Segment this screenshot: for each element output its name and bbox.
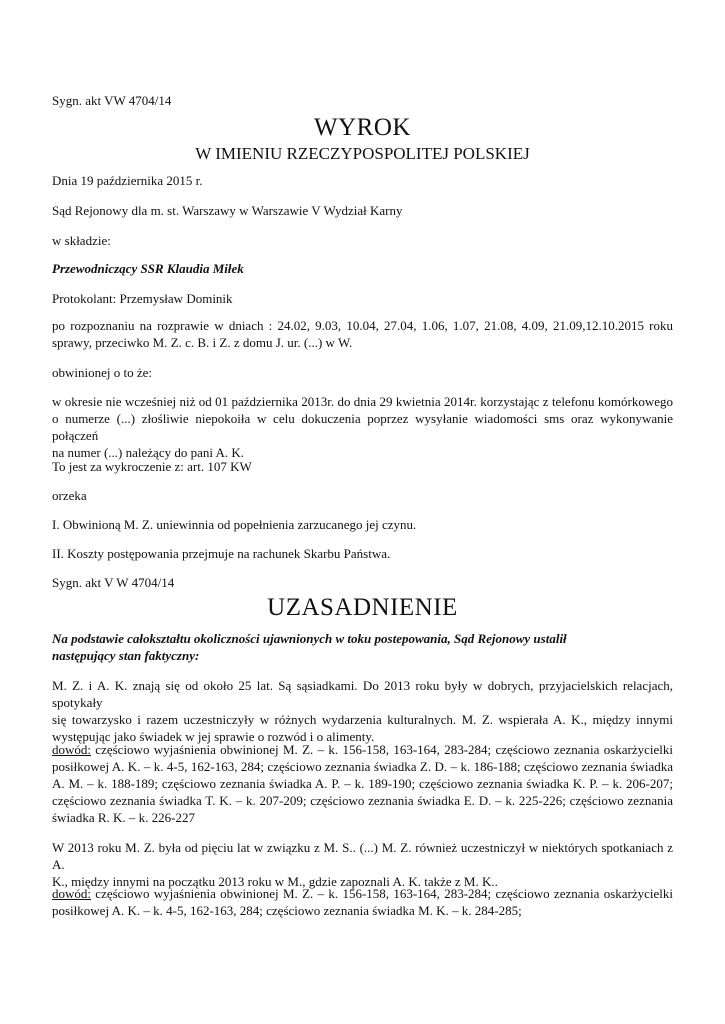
charge-line: na numer (...) należący do pani A. K. xyxy=(52,445,245,460)
verdict-date: Dnia 19 października 2015 r. xyxy=(52,173,203,188)
evidence-text: częściowo wyjaśnienia obwinionej M. Z. – k. 156-158, 163-164, 283-284; częściowo zeznania oskarżycielki xyxy=(91,742,673,757)
charge-paragraph xyxy=(52,393,673,461)
evidence-label: dowód: xyxy=(52,886,91,901)
facts-paragraph-2 xyxy=(52,839,673,890)
justification-title: UZASADNIENIE xyxy=(267,594,458,621)
court-clerk: Protokolant: Przemysław Dominik xyxy=(52,291,233,306)
verdict-subtitle: W IMIENIU RZECZYPOSPOLITEJ POLSKIEJ xyxy=(195,144,530,163)
facts-intro-line: następujący stan faktyczny: xyxy=(52,648,200,663)
evidence-line: częściowo zeznania świadka T. K. – k. 207-209; częściowo zeznania świadka E. D. – k. 225-226; częściowo zeznania xyxy=(52,793,673,808)
evidence-paragraph-2 xyxy=(52,885,673,919)
hearing-line: sprawy, przeciwko M. Z. c. B. i Z. z domu J. ur. (...) w W. xyxy=(52,335,353,350)
hearing-paragraph xyxy=(52,317,673,351)
evidence-paragraph-1 xyxy=(52,741,673,826)
court-name: Sąd Rejonowy dla m. st. Warszawy w Warszawie V Wydział Karny xyxy=(52,203,403,218)
evidence-line: A. M. – k. 188-189; częściowo zeznania świadka A. P. – k. 189-190; częściowo zeznania świadka K. P. – k. 206-207; xyxy=(52,776,673,791)
paragraph-line: K., między innymi na początku 2013 roku w M., gdzie zapoznali A. K. także z M. K.. xyxy=(52,874,498,889)
ruling-item-2: II. Koszty postępowania przejmuje na rachunek Skarbu Państwa. xyxy=(52,546,391,561)
evidence-line: posiłkowej A. K. – k. 4-5, 162-163, 284; częściowo zeznania świadka Z. D. – k. 186-188; częściowo zeznania świadka xyxy=(52,759,673,774)
evidence-line: posiłkowej A. K. – k. 4-5, 162-163, 284; częściowo zeznania świadka M. K. – k. 284-285; xyxy=(52,903,522,918)
ruling-label: orzeka xyxy=(52,488,87,503)
facts-paragraph-1 xyxy=(52,677,673,745)
evidence-line: świadka R. K. – k. 226-227 xyxy=(52,810,195,825)
paragraph-line: się towarzysko i razem uczestniczyły w różnych wydarzenia kulturalnych. M. Z. wspierała A. K., między innymi xyxy=(52,712,673,727)
evidence-line xyxy=(52,885,673,902)
evidence-text: częściowo wyjaśnienia obwinionej M. Z. – k. 156-158, 163-164, 283-284; częściowo zeznania oskarżycielki xyxy=(91,886,673,901)
charge-line: w okresie nie wcześniej niż od 01 października 2013r. do dnia 29 kwietnia 2014r. korzystając z telefonu komórkowego xyxy=(52,394,673,409)
verdict-title: WYROK xyxy=(314,114,411,141)
paragraph-line: M. Z. i A. K. znają się od około 25 lat. Są sąsiadkami. Do 2013 roku były w dobrych, przyjacielskich relacjach, spotykały xyxy=(52,678,673,710)
ruling-item-1: I. Obwinioną M. Z. uniewinnia od popełnienia zarzucanego jej czynu. xyxy=(52,517,417,532)
facts-intro-line: Na podstawie całokształtu okoliczności ujawnionych w toku postepowania, Sąd Rejonowy ustalił xyxy=(52,631,567,646)
hearing-line: po rozpoznaniu na rozprawie w dniach : 24.02, 9.03, 10.04, 27.04, 1.06, 1.07, 21.08, 4.09, 21.09,12.10.2015 roku xyxy=(52,318,673,333)
evidence-line xyxy=(52,741,673,758)
paragraph-line: W 2013 roku M. Z. była od pięciu lat w związku z M. S.. (...) M. Z. również uczestniczył w niektórych spotkaniach z A. xyxy=(52,840,673,872)
offense-line: To jest za wykroczenie z: art. 107 KW xyxy=(52,459,252,474)
evidence-label: dowód: xyxy=(52,742,91,757)
case-signature-mid: Sygn. akt V W 4704/14 xyxy=(52,575,175,590)
accused-label: obwinionej o to że: xyxy=(52,365,153,380)
paragraph-line: występując jako świadek w jej sprawie o rozwód i o alimenty. xyxy=(52,729,375,744)
presiding-judge: Przewodniczący SSR Klaudia Miłek xyxy=(52,261,244,276)
case-signature-top: Sygn. akt VW 4704/14 xyxy=(52,93,172,108)
facts-intro xyxy=(52,630,673,664)
charge-line: o numerze (...) złośliwie niepokoiła w celu dokuczenia poprzez wysyłanie wiadomości sms oraz wykonywanie połączeń xyxy=(52,411,673,443)
composition-label: w składzie: xyxy=(52,233,111,248)
